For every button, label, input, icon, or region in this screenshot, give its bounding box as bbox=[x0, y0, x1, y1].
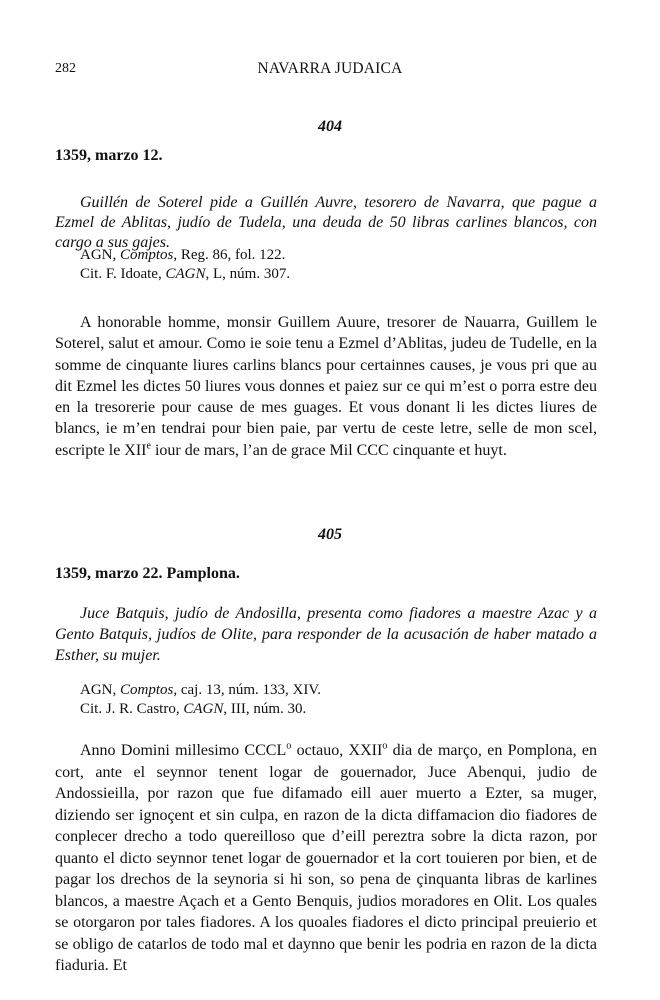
running-head: NAVARRA JUDAICA bbox=[257, 60, 403, 77]
document-summary: Juce Batquis, judío de Andosilla, presenta como fiadores a maestre Azac y a Gento Batquis, judíos de Olite, para responder de la acusación de haber matado a Esther, su mujer. bbox=[55, 605, 597, 664]
document-summary: Guillén de Soterel pide a Guillén Auvre, tesorero de Navarra, que pague a Ezmel de Ablitas, judío de Tudela, una deuda de 50 libras carlines blancos, con cargo a sus gajes. bbox=[55, 194, 597, 251]
document-date: 1359, marzo 22. Pamplona. bbox=[55, 565, 240, 582]
document-number: 404 bbox=[318, 118, 342, 135]
citations bbox=[80, 681, 321, 719]
citation-line: Cit. F. Idoate, CAGN, L, núm. 307. bbox=[80, 266, 291, 282]
document-number: 405 bbox=[318, 526, 342, 543]
document-transcription: A honorable homme, monsir Guillem Auure, tresorer de Nauarra, Guillem le Soterel, salut et amour. Como ie soie tenu a Ezmel d’Ablitas, judeu de Tudelle, en la somme de cinquante liures carlins blancs pour certainnes causes, je vous pri que au dit Ezmel les dictes 50 liures vous donnes et paiez sur ce qui m’est o porra estre deu en la tresorerie pour cause de mes guages. Et vous donant li les dictes liures de blancs, ie m’en tendrai pour bien paie, par vertu de ceste letre, selle de mon scel, escripte le XIIe iour de mars, l’an de grace Mil CCC cinquante et huyt. bbox=[55, 314, 597, 459]
page-number: 282 bbox=[55, 61, 76, 76]
citation-line: AGN, Comptos, caj. 13, núm. 133, XIV. bbox=[80, 682, 321, 698]
document-date: 1359, marzo 12. bbox=[55, 147, 163, 164]
citation-line: Cit. J. R. Castro, CAGN, III, núm. 30. bbox=[80, 701, 307, 717]
citation-line: AGN, Comptos, Reg. 86, fol. 122. bbox=[80, 247, 286, 263]
citations bbox=[80, 246, 290, 284]
document-transcription: Anno Domini millesimo CCCL$^o$ octauo, XXII$^o$ dia de março, en Pomplona, en cort, ante el seynnor tenent logar de gouernador, Juce Abenqui, judio de Andossieilla, por razon que fue difamado eill auer muerto a Ezter, sa muger, diziendo ser ignoçent et sin culpa, en razon de la dicta diffamacion dio fiadores de conplecer drecho a todo quereilloso que d’eill pereztra sobre la dicta razon, por quanto el dicto seynnor tenet logar de gouernador et la cort touieren por bien, et de pagar los drechos de la seynoria si hi son, so pena de çinquanta libras de karlines blancos, a maestre Açach et a Gento Benquis, judios moradores en Olit. Los quales se otorgaron por tales fiadores. A los quoales fiadores el dicto principal preuierio et se obligo de catarlos de todo mal et daynno que benir les podria en razon de la dicta fiaduria. Et bbox=[55, 740, 598, 974]
